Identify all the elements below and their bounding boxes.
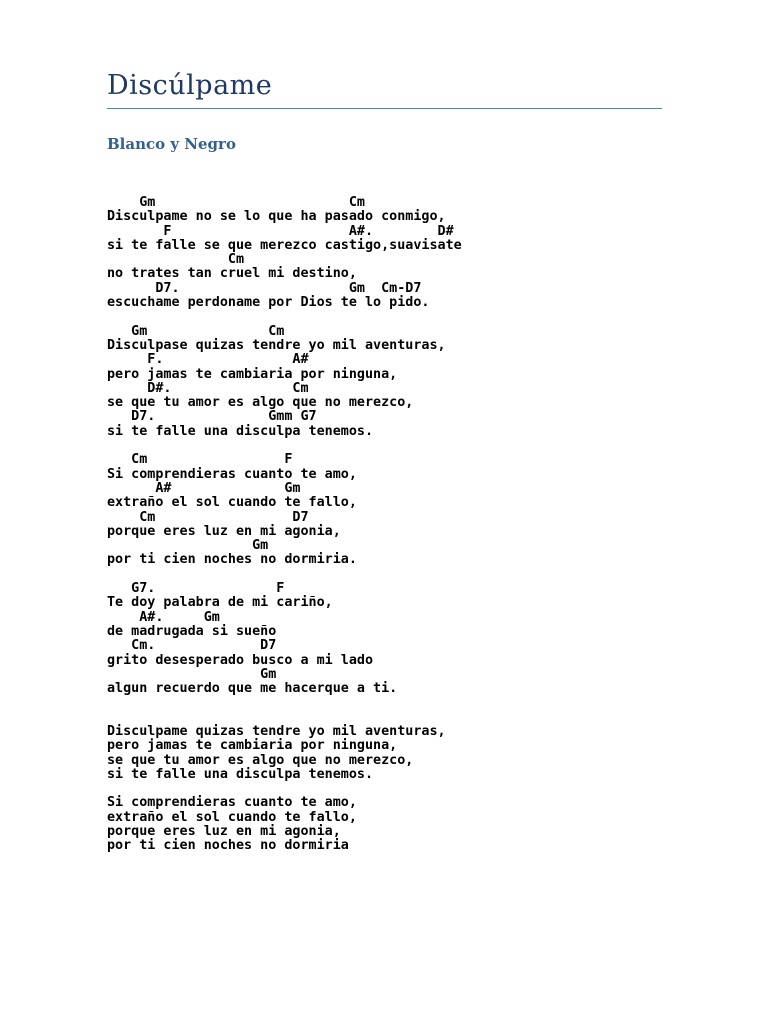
chord-line: Gm: [107, 666, 277, 682]
lyric-line: Disculpame quizas tendre yo mil aventuras,: [107, 723, 446, 739]
lyric-line: se que tu amor es algo que no merezco,: [107, 395, 414, 411]
blank-line: [107, 568, 462, 582]
chord-line: G7. F: [107, 581, 285, 597]
song-lyrics-chords: [107, 196, 462, 854]
chord-line: Cm. D7: [107, 638, 277, 654]
lyric-line: Si comprendieras cuanto te amo,: [107, 466, 357, 482]
chord-line: Gm: [107, 538, 269, 554]
lyric-line: Disculpame no se lo que ha pasado conmigo,: [107, 209, 446, 225]
lyric-line: no trates tan cruel mi destino,: [107, 266, 357, 282]
lyric-line: grito desesperado busco a mi lado: [107, 652, 374, 668]
lyric-line: por ti cien noches no dormiria: [107, 838, 349, 854]
lyric-line: Te doy palabra de mi cariño,: [107, 595, 333, 611]
blank-line: [107, 711, 462, 725]
blank-line: [107, 310, 462, 324]
artist-subtitle: Blanco y Negro: [107, 135, 236, 153]
chord-line: D#. Cm: [107, 380, 309, 396]
lyric-line: algun recuerdo que me hacerque a ti.: [107, 681, 398, 697]
chord-line: F. A#: [107, 352, 309, 368]
chord-line: D7. Gm Cm-D7: [107, 280, 422, 296]
lyric-line: por ti cien noches no dormiria.: [107, 552, 357, 568]
lyric-line: Disculpase quizas tendre yo mil aventuras,: [107, 337, 446, 353]
chord-line: Cm: [107, 252, 245, 268]
lyric-line: extraño el sol cuando te fallo,: [107, 495, 357, 511]
lyric-line: si te falle una disculpa tenemos.: [107, 423, 374, 439]
blank-line: [107, 439, 462, 453]
lyric-line: extraño el sol cuando te fallo,: [107, 809, 357, 825]
lyric-line: Si comprendieras cuanto te amo,: [107, 795, 357, 811]
lyric-line: porque eres luz en mi agonia,: [107, 824, 341, 840]
chord-line: Cm F: [107, 452, 293, 468]
chord-line: A# Gm: [107, 480, 301, 496]
title-underline: [107, 108, 662, 109]
lyric-line: si te falle se que merezco castigo,suavisate: [107, 237, 462, 253]
lyric-line: pero jamas te cambiaria por ninguna,: [107, 738, 398, 754]
chord-line: Gm Cm: [107, 195, 365, 210]
chord-line: Gm Cm: [107, 323, 285, 339]
lyric-line: escuchame perdoname por Dios te lo pido.: [107, 295, 430, 311]
document-title: Discúlpame: [107, 70, 273, 101]
chord-line: F A#. D#: [107, 223, 454, 239]
lyric-line: se que tu amor es algo que no merezco,: [107, 752, 414, 768]
chord-line: D7. Gmm G7: [107, 409, 317, 425]
lyric-line: si te falle una disculpa tenemos.: [107, 766, 374, 782]
chord-line: Cm D7: [107, 509, 309, 525]
chord-line: A#. Gm: [107, 609, 220, 625]
lyric-line: pero jamas te cambiaria por ninguna,: [107, 366, 398, 382]
lyric-line: porque eres luz en mi agonia,: [107, 523, 341, 539]
blank-line: [107, 696, 462, 710]
lyric-line: de madrugada si sueño: [107, 623, 277, 639]
